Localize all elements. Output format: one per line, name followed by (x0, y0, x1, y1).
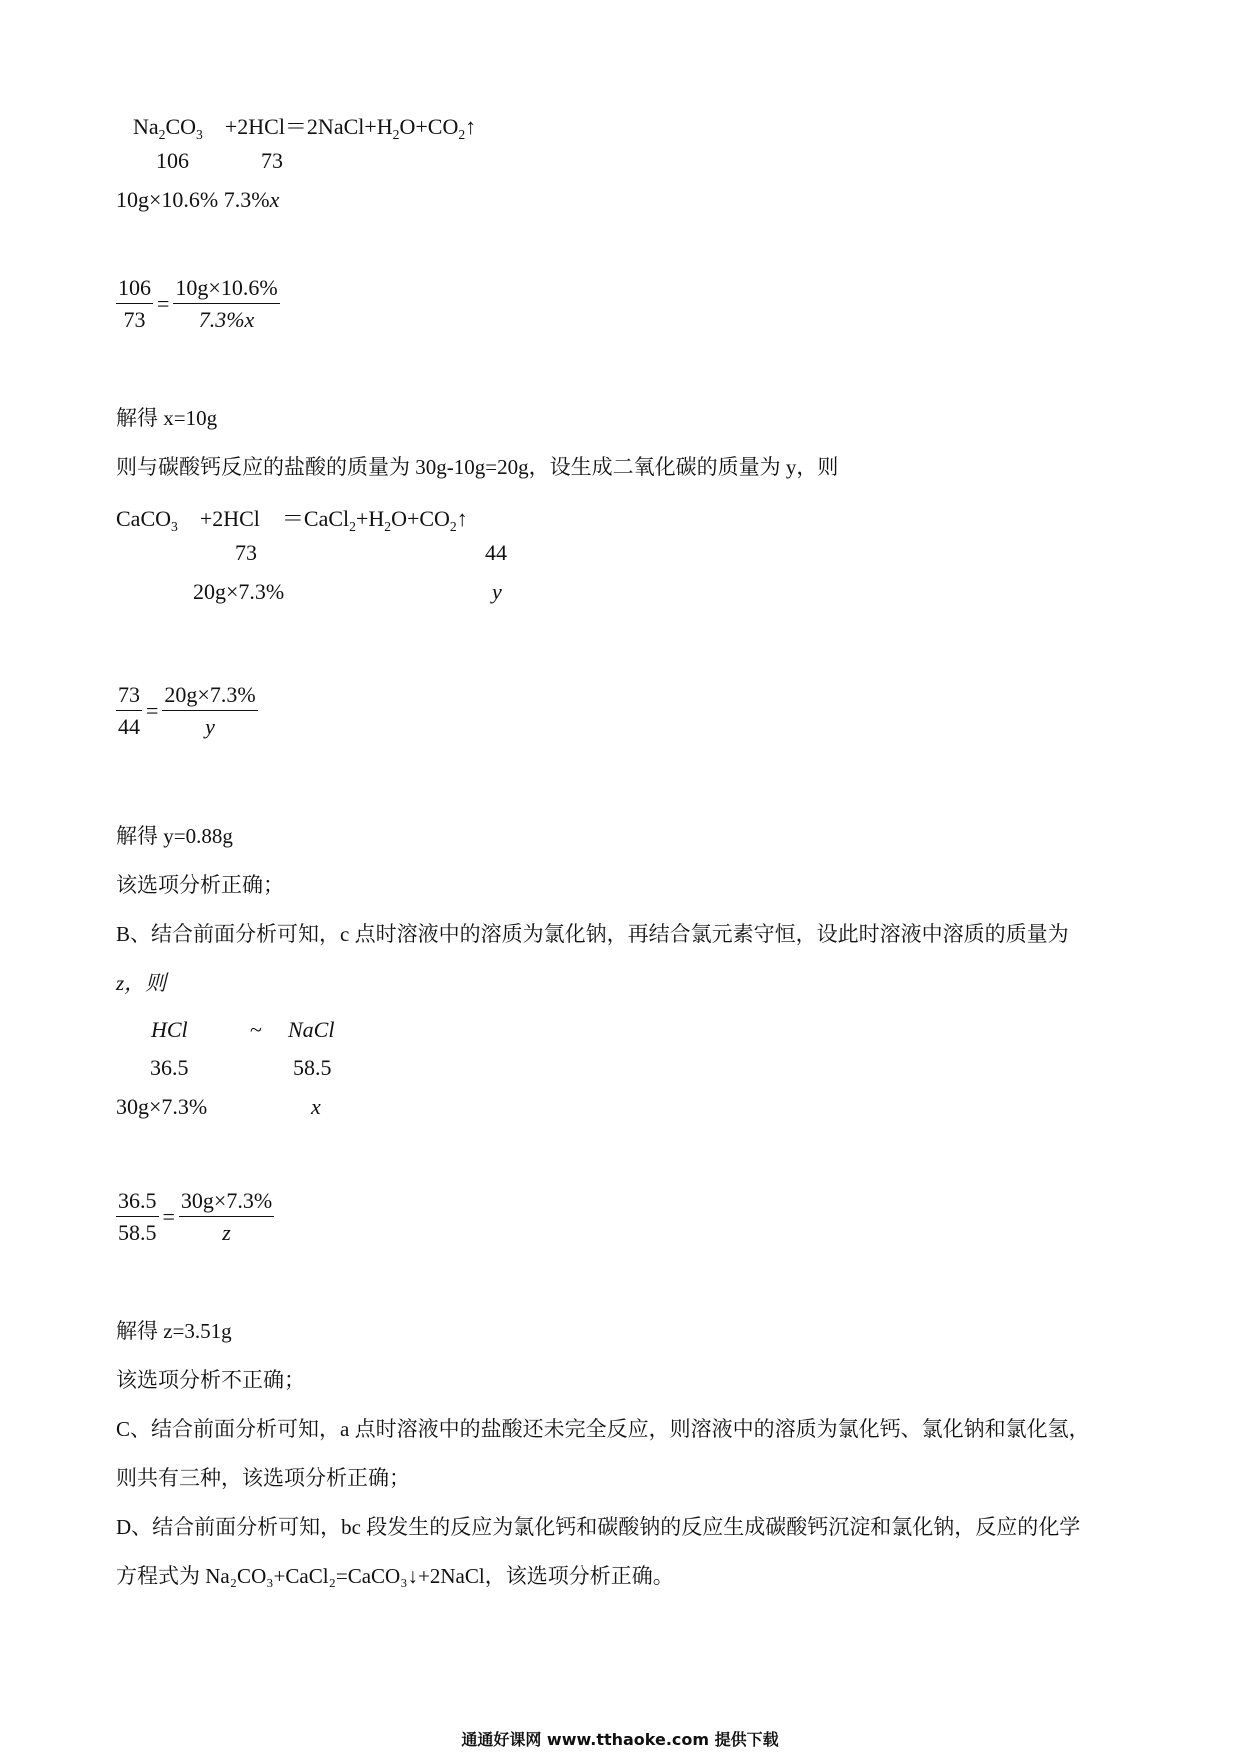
given-hcl-total: 30g×7.3% (116, 1094, 208, 1119)
unknown-y: y (492, 579, 502, 604)
footer-source: 通通好课网 www.tthaoke.com 提供下载 (461, 1730, 779, 1749)
unknown-x-3: x (311, 1094, 321, 1119)
molar-mass-hcl: 73 (261, 148, 283, 173)
judgement-a: 该选项分析正确； (116, 873, 284, 897)
given-quantities-1: 10g×10.6% 7.3%x (116, 187, 280, 212)
solution-z: 解得 z=3.51g (116, 1319, 232, 1343)
option-b-text: B、结合前面分析可知，c 点时溶液中的溶质为氯化钠，再结合氯元素守恒，设此时溶液中溶质的质量为 (116, 922, 1069, 946)
molar-mass-hcl-3: 36.5 (150, 1055, 189, 1080)
judgement-b: 该选项分析不正确； (116, 1368, 305, 1392)
option-d-text-cont: 方程式为 Na₂CO₃+CaCl₂=CaCO₃↓+2NaCl，该选项分析正确。 (116, 1564, 674, 1588)
option-c-text: C、结合前面分析可知，a 点时溶液中的盐酸还未完全反应，则溶液中的溶质为氯化钙、氯化钠和氯化氢， (116, 1417, 1090, 1441)
proportion-equation-3: $\frac{36.5}{58.5}$ = $\frac{30g\times 7.3\%}{z}$ (118, 1188, 273, 1246)
option-d-text: D、结合前面分析可知，bc 段发生的反应为氯化钙和碳酸钠的反应生成碳酸钙沉淀和氯化钠，反应的化学 (116, 1515, 1081, 1539)
molar-mass-nacl: 58.5 (293, 1055, 332, 1080)
species-nacl: NaCl (288, 1017, 335, 1042)
option-b-text-cont: z，则 (116, 971, 167, 995)
given-hcl-mass: 20g×7.3% (193, 579, 285, 604)
reaction-equation-2: CaCO$_3$ +2HCl $=CaCl_2+H_2O+CO_2↑$ (116, 506, 468, 534)
option-c-text-cont: 则共有三种，该选项分析正确； (116, 1466, 410, 1490)
solution-x: 解得 x=10g (116, 406, 218, 430)
reaction-equation-1: $Na_2CO_3$ $+2HCl=2NaCl+H_2O+CO_2↑$ (133, 114, 477, 142)
molar-mass-hcl-2: 73 (235, 540, 257, 565)
proportion-equation-2: $\frac{73}{44}$ = $\frac{20g\times 7.3\%}{y}$ (118, 682, 256, 740)
proportion-equation-1: $\frac{106}{73}$ = $\frac{10g\times 10.6\%}{7.3\%x}$ (118, 275, 278, 333)
relation-tilde: ~ (250, 1017, 262, 1042)
molar-mass-co2: 44 (485, 540, 507, 565)
species-hcl: HCl (151, 1017, 188, 1042)
remaining-hcl-statement: 则与碳酸钙反应的盐酸的质量为 30g-10g=20g，设生成二氧化碳的质量为 y，则 (116, 455, 839, 479)
molar-mass-na2co3: 106 (156, 148, 189, 173)
solution-y: 解得 y=0.88g (116, 824, 233, 848)
